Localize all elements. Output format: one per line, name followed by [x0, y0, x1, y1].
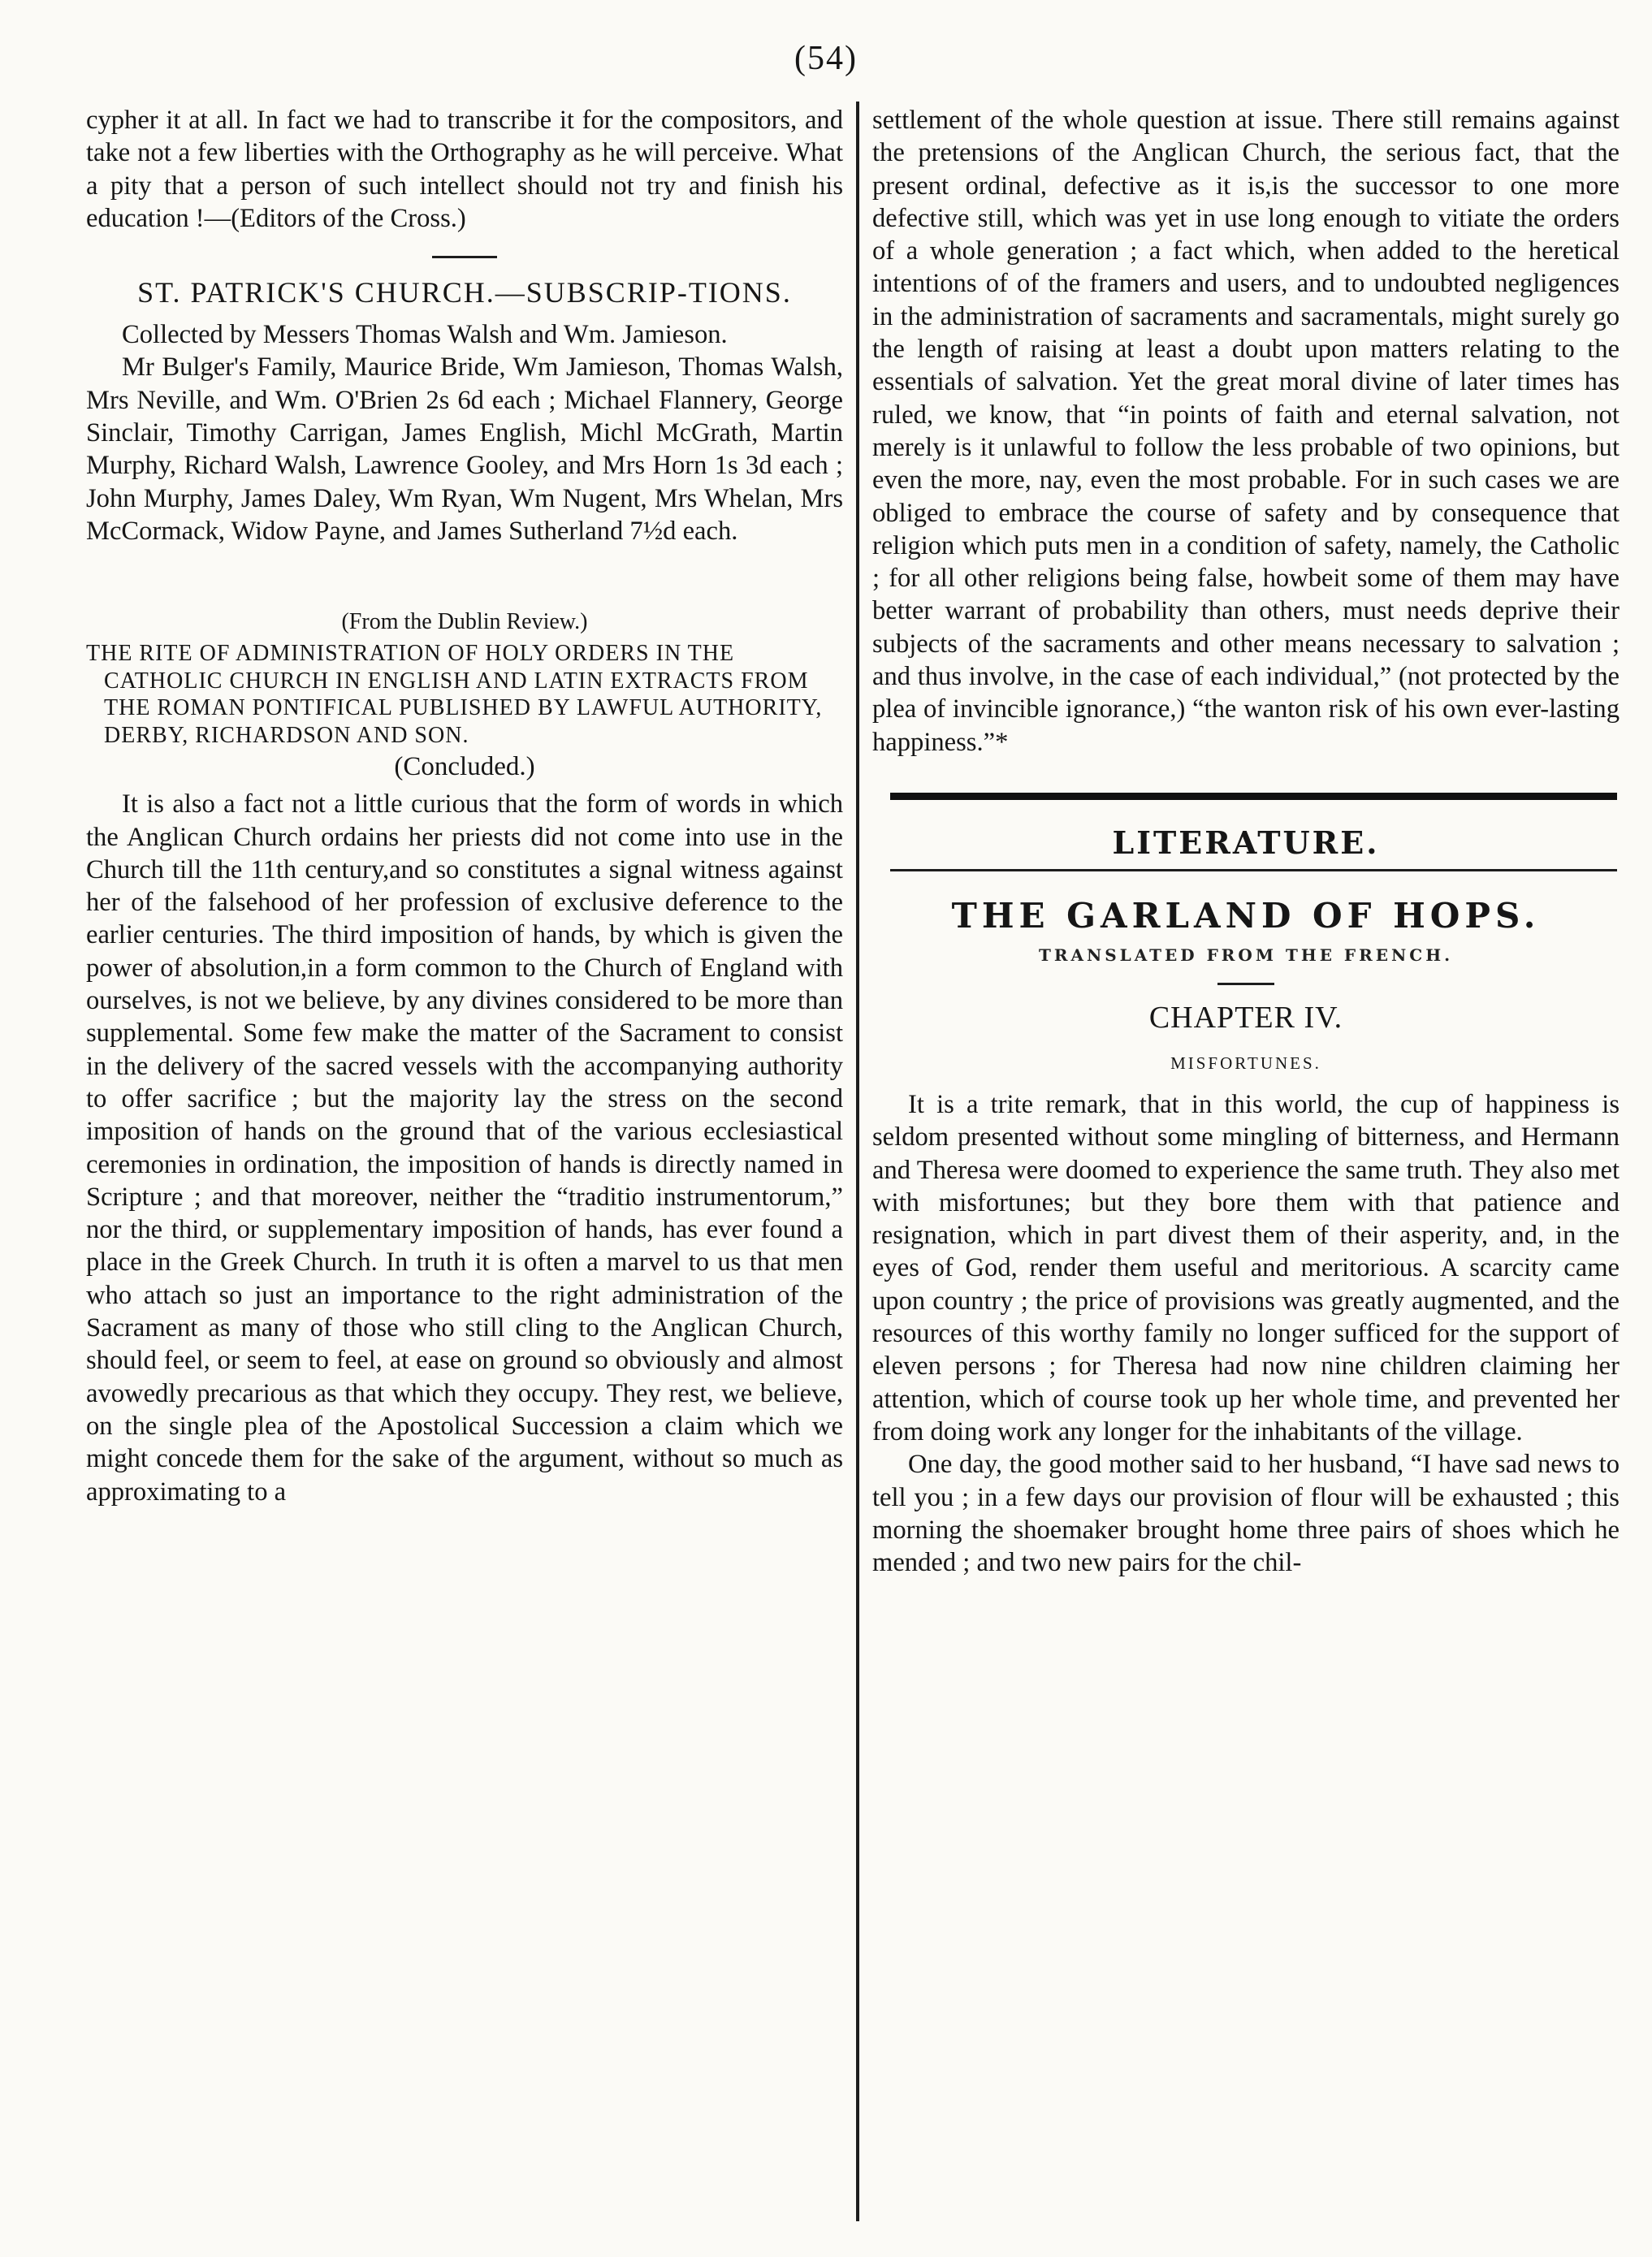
chapter-subtitle: MISFORTUNES.	[1170, 1053, 1321, 1073]
translated-line: TRANSLATED FROM THE FRENCH.	[1038, 945, 1454, 965]
right-column	[872, 104, 1620, 1579]
subscriptions-heading: ST. PATRICK'S CHURCH.—SUBSCRIP-TIONS.	[137, 276, 792, 309]
short-divider	[1217, 983, 1274, 985]
page-number: (54)	[794, 40, 858, 77]
story-paragraph: One day, the good mother said to her husband, “I have sad news to tell you ; in a few days our provision of flour will be exhausted ; this morning the shoemaker brought home three pairs of shoes which he mended ; and two new pairs for the chil-	[872, 1450, 1620, 1578]
chapter-heading: CHAPTER IV.	[1148, 1000, 1343, 1035]
subscriber-names: Mr Bulger's Family, Maurice Bride, Wm Jamieson, Thomas Walsh, Mrs Neville, and Wm. O'Brien 2s 6d each ; Michael Flannery, George Sinclair, Timothy Carrigan, James English, Michl McGrath, Martin Murphy, Richard Walsh, Lawrence Gooley, and Mrs Horn 1s 3d each ; John Murphy, James Daley, Wm Ryan, Wm Nugent, Mrs Whelan, Mrs McCormack, Widow Payne, and James Sutherland 7½d each.	[86, 352, 843, 546]
left-column	[86, 104, 843, 1508]
intro-paragraph: cypher it at all. In fact we had to transcribe it for the compositors, and take not a few liberties with the Orthography as he will perceive. What a pity that a person of such intellect should not try and finish his education !—(Editors of the Cross.)	[86, 106, 843, 233]
story-paragraph: It is a trite remark, that in this world, the cup of happiness is seldom presented without some mingling of bitterness, and Hermann and Theresa were doomed to experience the same truth. They also met with misfortunes; but they bore them with that patience and resignation, which in part divest them of their asperity, and, in the eyes of God, render them useful and meritorious. A scarcity came upon country ; the price of provisions was greatly augmented, and the resources of this worthy family no longer sufficed for the support of eleven persons ; for Theresa had now nine children claiming her attention, which of course took up her whole time, and prevented her from doing work any longer for the inhabitants of the village.	[872, 1089, 1620, 1446]
article-body: It is also a fact not a little curious that the form of words in which the Anglican Church ordains her priests did not come into use in the Church till the 11th century,and so constitutes a signal witness against her of the falsehood of her profession of exclusive deference to the earlier centuries. The third imposition of hands, by which is given the power of absolution,in a form common to the Church of England with ourselves, is not we believe, by any divines considered to be more than supplemental. Some few make the matter of the Sacrament to consist in the delivery of the sacred vessels with the accompanying authority to offer sacrifice ; but the majority lay the stress on the second imposition of hands on the ground that of the various ecclesiastical ceremonies in ordination, the imposition of hands is directly named in Scripture ; and that moreover, neither the “traditio instrumentorum,” nor the third, or supplementary imposition of hands, has ever found a place in the Greek Church. In truth it is often a marvel to us that men who attach so just an importance to the right administration of the Sacrament as many of those who still cling to the Anglican Church, should feel, or seem to feel, at ease on ground so obviously and almost avowedly precarious as that which they occupy. They rest, we believe, on the single plea of the Apostolical Succession a claim which we might concede them for the sake of the argument, without so much as approximating to a	[86, 789, 843, 1507]
column-divider	[856, 102, 859, 2221]
section-rule	[432, 256, 497, 258]
article-title: THE RITE OF ADMINISTRATION OF HOLY ORDERS IN THE CATHOLIC CHURCH IN ENGLISH AND LATIN EXTRACTS FROM THE ROMAN PONTIFICAL PUBLISHED BY LAWFUL AUTHORITY, DERBY, RICHARDSON AND SON.	[86, 641, 823, 748]
literature-heading: LITERATURE.	[1112, 824, 1380, 861]
thick-divider	[890, 793, 1617, 800]
story-title: THE GARLAND OF HOPS.	[951, 895, 1541, 936]
collected-by-line: Collected by Messers Thomas Walsh and Wm. Jamieson.	[122, 320, 728, 350]
thin-divider	[890, 869, 1617, 871]
source-credit: (From the Dublin Review.)	[341, 609, 588, 635]
continuation-paragraph: settlement of the whole question at issue. There still remains against the pretensions of the Anglican Church, the serious fact, that the present ordinal, defective as it is,is the successor to one more defective still, which was yet in use long enough to vitiate the orders of a whole generation ; a fact which, when added to the heretical intentions of of the framers and users, and to undoubted negligences in the administration of sacraments and sacramentals, might surely go the length of raising at least a doubt upon matters relating to the essentials of salvation. Yet the great moral divine of later times has ruled, we know, that “in points of faith and eternal salvation, not merely is it unlawful to follow the less probable of two opinions, but even the more, nay, even the most probable. For in such cases we are obliged to embrace the course of safety and by consequence that religion which puts men in a condition of safety, namely, the Catholic ; for all other religions being false, howbeit some of them may have better warrant of probability than others, must needs deprive their subjects of the sacraments and other means necessary to salvation ; and thus involve, in the case of each individual,” (not protected by the plea of invincible ignorance,) “the wanton risk of his own ever-lasting happiness.”*	[872, 106, 1620, 757]
concluded-note: (Concluded.)	[394, 752, 535, 782]
